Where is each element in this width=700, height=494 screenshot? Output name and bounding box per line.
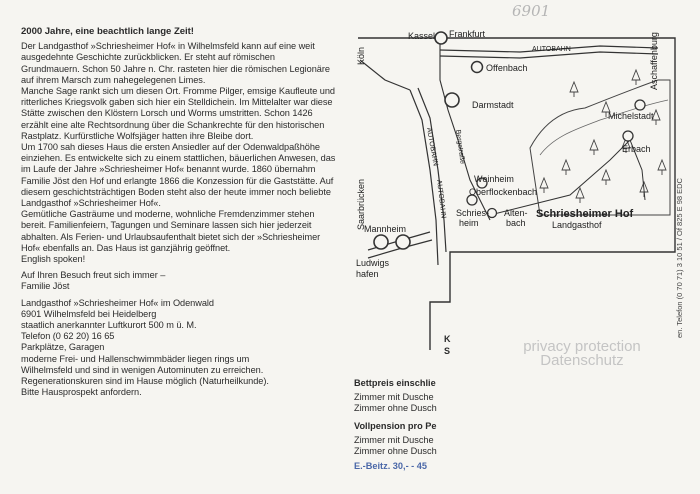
info-line: moderne Frei- und Hallenschwimmbäder liegen rings um	[21, 353, 250, 364]
price-heading: Bettpreis einschlie	[354, 378, 436, 388]
michelstadt-label: Michelstadt	[608, 111, 654, 121]
history-paragraph: Gemütliche Gasträume und moderne, wohnliche Fremdenzimmer stehen bereit. Familienfeiern, Tagungen und Seminare lassen sich hier jederzeit abhalten. Als Ferien- und Urlaubsaufenthalt bietet sich der »Schriesheimer Hof« ebenfalls an. Das Haus ist ganzjährig geöffnet.	[21, 209, 321, 253]
autobahn-left-label: AUTOBAHN	[435, 179, 447, 219]
michelstadt-marker	[635, 100, 645, 110]
hotel-name-label: Schriesheimer Hof	[536, 208, 634, 220]
greeting-signature: Familie Jöst	[21, 281, 70, 292]
offenbach-label: Offenbach	[486, 63, 528, 73]
price-row: Zimmer ohne Dusch	[354, 446, 437, 457]
forest-trees	[540, 70, 666, 203]
address-line: 6901 Wilhelmsfeld bei Heidelberg	[21, 308, 157, 319]
side-imprint-text: en. Telefon (0 70 71) 3 10 51 / Of 825 E 98 EDC	[675, 178, 684, 338]
altenbach-label: Alten-	[504, 208, 528, 218]
history-text-column	[21, 26, 336, 399]
frankfurt-label: Frankfurt	[449, 29, 486, 39]
watermark-line: Datenschutz	[540, 352, 624, 369]
history-title: 2000 Jahre, eine beachtlich lange Zeit!	[21, 26, 194, 37]
address-line: Landgasthof »Schriesheimer Hof« im Odenwald	[21, 297, 214, 308]
schriesheim-label-2: heim	[459, 218, 479, 228]
kassel-label: Kassel	[408, 31, 436, 41]
autobahn-koeln	[360, 60, 410, 90]
address-line: staatlich anerkannter Luftkurort 500 m ü. M.	[21, 320, 197, 331]
autobahn-mid-label: AUTOBAHN	[425, 127, 439, 167]
greeting-line: Auf Ihren Besuch freut sich immer –	[21, 270, 166, 281]
route-map-svg	[340, 20, 685, 370]
saarbruecken-label: Saarbrücken	[356, 178, 366, 230]
autobahn-ns-a	[410, 90, 438, 265]
oberflockenbach-label: Oberflockenbach	[469, 187, 538, 197]
english-spoken: English spoken!	[21, 254, 86, 265]
price-block	[354, 378, 464, 472]
bergstrasse-label: Bergstraße	[454, 129, 466, 165]
price-row: Zimmer mit Dusche	[354, 392, 434, 403]
offenbach-marker	[472, 62, 483, 73]
cut-letter: S	[444, 346, 451, 356]
cut-letter: K	[444, 334, 451, 344]
altenbach-label-2: bach	[506, 218, 526, 228]
schriesheim-label: Schries-	[456, 208, 490, 218]
history-paragraph: Der Landgasthof »Schriesheimer Hof« in Wilhelmsfeld kann auf eine weit ausgedehnte Geschichte zurückblicken. Er steht auf römischen Grundmauern. Schon 50 Jahre n. Chr. rasteten hier die römischen Legionäre auf ihrem Marsch zum nahegelegenen Limes.	[21, 41, 330, 85]
mannheim-marker-a	[374, 235, 388, 249]
autobahn-ns-b	[418, 88, 446, 252]
price-row: Zimmer mit Dusche	[354, 434, 434, 445]
koeln-label: Köln	[356, 46, 366, 65]
weinheim-label: Weinheim	[474, 174, 514, 184]
info-line: Wilhelmsfeld und sind in wenigen Autominuten zu erreichen.	[21, 364, 264, 375]
cut-off-letters	[444, 333, 451, 357]
side-imprint-svg	[672, 40, 686, 340]
side-imprint	[672, 40, 686, 340]
handwritten-note: 6901	[512, 2, 551, 20]
ludwigshafen-label-2: hafen	[356, 269, 379, 279]
erbach-marker	[623, 131, 633, 141]
history-paragraph: Um 1700 sah dieses Haus die ersten Ansiedler auf der Odenwaldpaßhöhe einziehen. Es entwickelte sich zu einem stattlichen, bäuerlichen Anwesen, das im Laufe der Jahre »Schriesheimer Hof« benannt wurde. 1860 übernahm Familie Jöst den Hof und erlangte 1866 die Konzession für die Gaststätte. Auf diesem geschichtsträchtigen Boden steht also der heute immer noch beliebte Landgasthof »Schriesheimer Hof«.	[21, 142, 336, 209]
erbach-label: Erbach	[622, 144, 651, 154]
info-line: Bitte Hausprospekt anfordern.	[21, 387, 142, 398]
price-line: E.-Beitz. 30,- - 45	[354, 461, 428, 472]
info-line: Regenerationskuren sind im Hause möglich (Naturheilkunde).	[21, 376, 269, 387]
mannheim-label: Mannheim	[364, 224, 407, 234]
hotel-sub-label: Landgasthof	[552, 220, 602, 230]
parking-line: Parkplätze, Garagen	[21, 342, 105, 353]
privacy-watermark	[497, 340, 667, 368]
darmstadt-label: Darmstadt	[472, 100, 514, 110]
darmstadt-marker	[445, 93, 459, 107]
route-map	[340, 20, 685, 370]
frankfurt-marker	[435, 32, 447, 44]
price-heading: Vollpension pro Pe	[354, 420, 437, 431]
aschaffenburg-label: Aschaffenburg	[649, 32, 659, 90]
watermark-line: privacy protection	[523, 338, 641, 355]
autobahn-top-label: AUTOBAHN	[532, 46, 571, 53]
mannheim-marker-b	[396, 235, 410, 249]
phone-line: Telefon (0 62 20) 16 65	[21, 331, 115, 342]
price-row: Zimmer ohne Dusch	[354, 403, 437, 414]
ludwigshafen-label: Ludwigs	[356, 258, 390, 268]
history-paragraph: Manche Sage rankt sich um diesen Ort. Fromme Pilger, emsige Kaufleute und ritterliches Kriegsvolk gaben sich hier ein Stelldichein. Im Mittelalter war diese Stätte zwischen den Klöstern Lorsch und Worms umstritten. Schon 1426 erzählt eine alte Rechtsordnung über die Schankrechte für den historischen Rastplatz. Kurfürstliche Wolfsjäger hatten ihre Bleibe dort.	[21, 86, 335, 141]
